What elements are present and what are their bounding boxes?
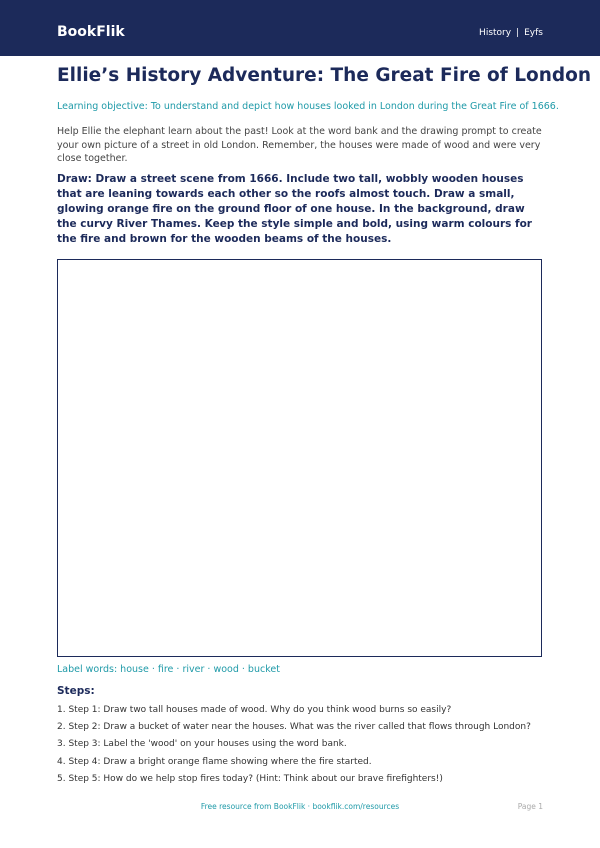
step-item: 3. Step 3: Label the 'wood' on your houses using the word bank. [57, 739, 347, 750]
breadcrumb [479, 27, 543, 39]
learning-objective: Learning objective: To understand and depict how houses looked in London during the Great Fire of 1666. [57, 101, 559, 112]
breadcrumb-separator: | [516, 28, 520, 38]
brand-logo[interactable]: BookFlik [57, 24, 125, 40]
breadcrumb-subject[interactable]: History [479, 28, 512, 38]
steps-heading: Steps: [57, 685, 95, 697]
page-number: Page 1 [517, 802, 543, 811]
step-item: 4. Step 4: Draw a bright orange flame showing where the fire started. [57, 756, 372, 767]
steps-list [57, 702, 531, 788]
footer-resource-link[interactable]: Free resource from BookFlik · bookflik.com/resources [200, 802, 400, 811]
drawing-prompt: Draw: Draw a street scene from 1666. Include two tall, wobbly wooden houses that are leaning towards each other so the roofs almost touch. Draw a small, glowing orange fire on the ground floor of one house. In the background, draw the curvy River Thames. Keep the style simple and bold, using warm colours for the fire and brown for the wooden beams of the houses. [57, 173, 532, 245]
intro-text: Help Ellie the elephant learn about the past! Look at the word bank and the drawing prompt to create your own picture of a street in old London. Remember, the houses were made of wood and were very close together. [57, 126, 542, 164]
drawing-area[interactable] [57, 259, 542, 657]
step-item: 5. Step 5: How do we help stop fires today? (Hint: Think about our brave firefighters!) [57, 773, 443, 784]
top-bar [0, 0, 600, 56]
breadcrumb-level[interactable]: Eyfs [524, 28, 543, 38]
label-word-bank: Label words: house · fire · river · wood · bucket [57, 664, 280, 675]
page-title: Ellie’s History Adventure: The Great Fire of London [57, 65, 592, 86]
step-item: 2. Step 2: Draw a bucket of water near the houses. What was the river called that flows through London? [57, 722, 531, 733]
step-item: 1. Step 1: Draw two tall houses made of wood. Why do you think wood burns so easily? [57, 705, 452, 715]
